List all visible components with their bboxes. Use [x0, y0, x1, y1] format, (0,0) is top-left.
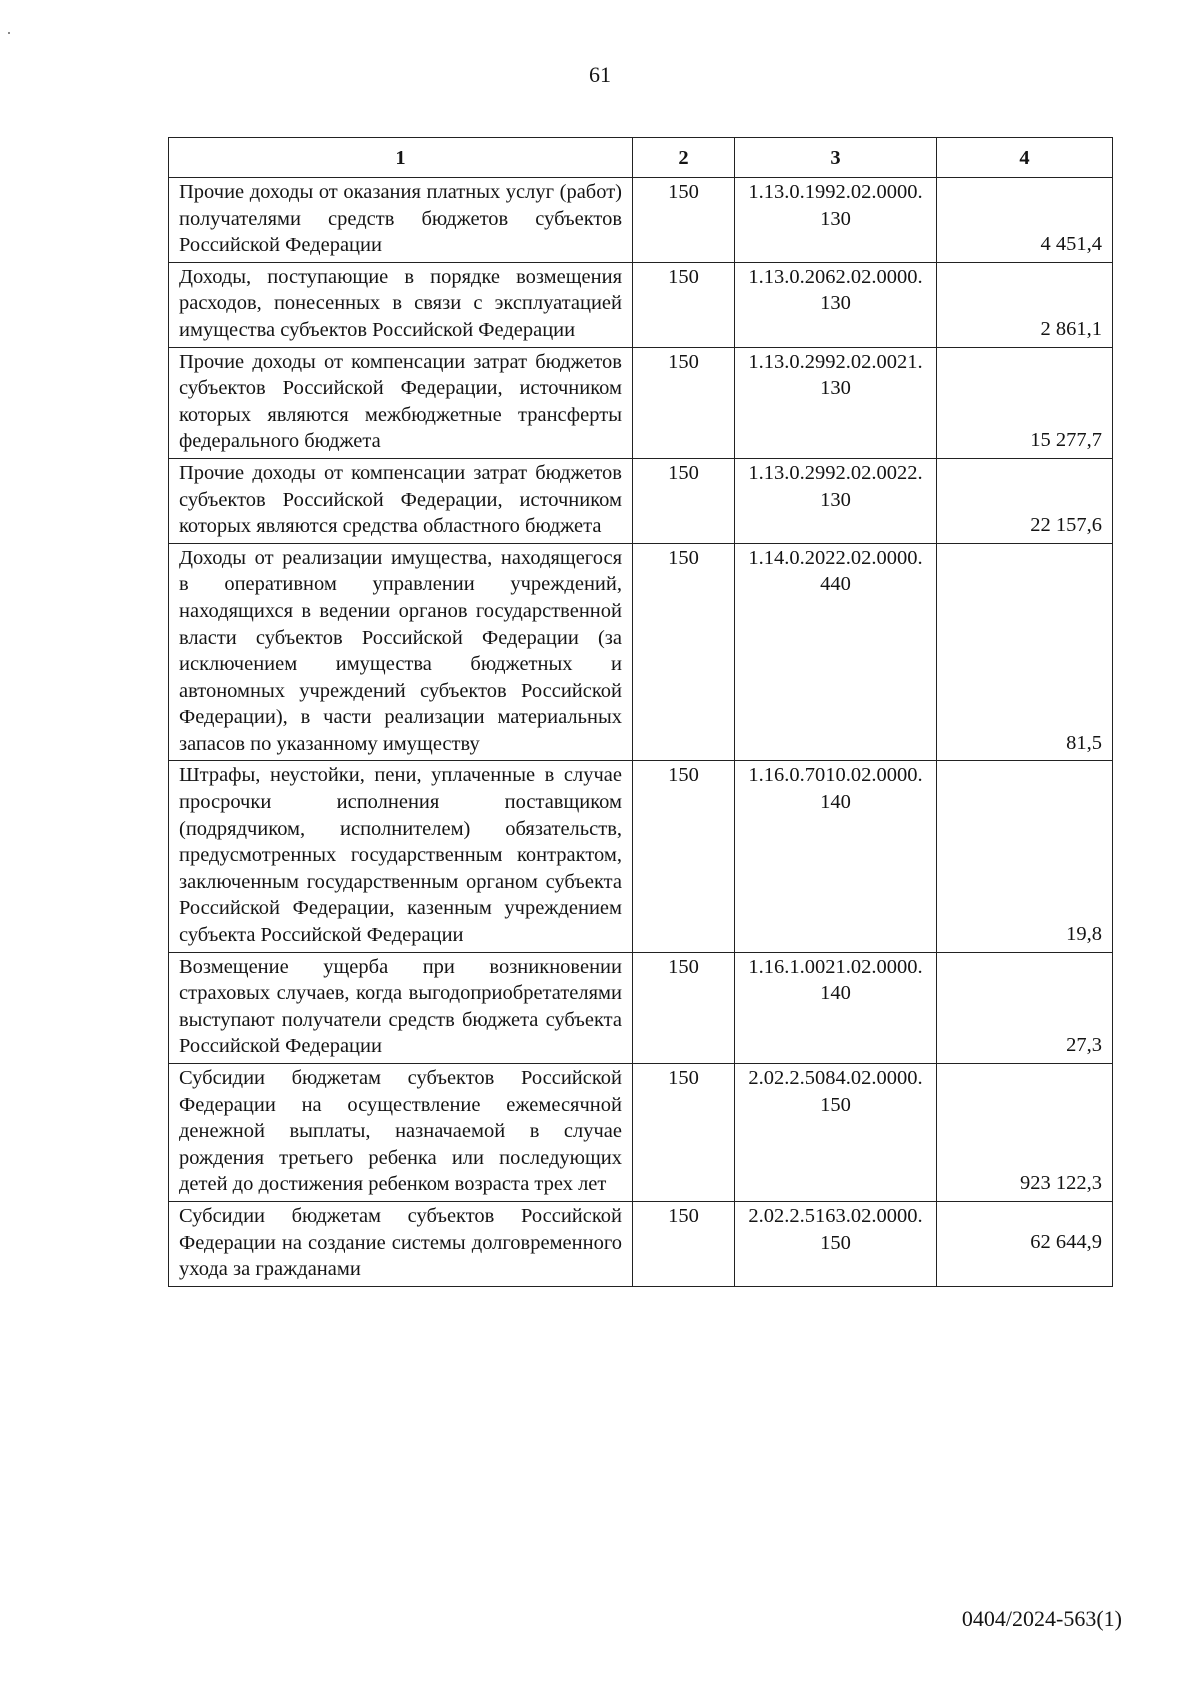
row-description: Субсидии бюджетам субъектов Российской Федерации на создание системы долговременного ухода за гражданами — [169, 1201, 633, 1286]
row-amount: 22 157,6 — [937, 458, 1113, 543]
page-number: 61 — [589, 62, 611, 87]
table-row — [169, 543, 1113, 761]
table-row — [169, 178, 1113, 263]
row-amount: 923 122,3 — [937, 1064, 1113, 1202]
row-budget-code: 1.13.0.1992.02.0000. 130 — [735, 178, 937, 263]
row-admin-code: 150 — [633, 952, 735, 1063]
column-header-3: 3 — [735, 138, 937, 178]
row-budget-code: 1.16.0.7010.02.0000. 140 — [735, 761, 937, 952]
revenue-table — [168, 137, 1113, 1287]
row-amount: 19,8 — [937, 761, 1113, 952]
row-description: Прочие доходы от оказания платных услуг (работ) получателями средств бюджетов субъектов Российской Федерации — [169, 178, 633, 263]
table-row — [169, 1064, 1113, 1202]
row-budget-code: 2.02.2.5084.02.0000. 150 — [735, 1064, 937, 1202]
row-description: Прочие доходы от компенсации затрат бюджетов субъектов Российской Федерации, источником которых являются средства областного бюджета — [169, 458, 633, 543]
row-amount: 15 277,7 — [937, 347, 1113, 458]
table-row — [169, 761, 1113, 952]
row-admin-code: 150 — [633, 178, 735, 263]
row-admin-code: 150 — [633, 1201, 735, 1286]
row-admin-code: 150 — [633, 458, 735, 543]
row-admin-code: 150 — [633, 543, 735, 761]
row-amount: 27,3 — [937, 952, 1113, 1063]
column-header-4: 4 — [937, 138, 1113, 178]
row-admin-code: 150 — [633, 761, 735, 952]
row-admin-code: 150 — [633, 347, 735, 458]
document-number: 0404/2024-563(1) — [961, 1606, 1122, 1631]
row-budget-code: 1.13.0.2992.02.0022. 130 — [735, 458, 937, 543]
row-budget-code: 2.02.2.5163.02.0000. 150 — [735, 1201, 937, 1286]
row-amount: 2 861,1 — [937, 262, 1113, 347]
row-budget-code: 1.16.1.0021.02.0000. 140 — [735, 952, 937, 1063]
table-row — [169, 347, 1113, 458]
row-description: Доходы, поступающие в порядке возмещения расходов, понесенных в связи с эксплуатацией имущества субъектов Российской Федерации — [169, 262, 633, 347]
row-amount: 81,5 — [937, 543, 1113, 761]
column-header-2: 2 — [633, 138, 735, 178]
scan-mark — [8, 32, 10, 34]
row-amount: 62 644,9 — [937, 1201, 1113, 1286]
table-row — [169, 262, 1113, 347]
table-row — [169, 458, 1113, 543]
row-amount: 4 451,4 — [937, 178, 1113, 263]
row-description: Штрафы, неустойки, пени, уплаченные в случае просрочки исполнения поставщиком (подрядчиком, исполнителем) обязательств, предусмотренных государственным контрактом, заключенным государственным органом субъекта Российской Федерации, казенным учреждением субъекта Российской Федерации — [169, 761, 633, 952]
row-admin-code: 150 — [633, 1064, 735, 1202]
column-header-1: 1 — [169, 138, 633, 178]
row-description: Возмещение ущерба при возникновении страховых случаев, когда выгодоприобретателями выступают получатели средств бюджета субъекта Российской Федерации — [169, 952, 633, 1063]
table-header-row — [169, 138, 1113, 178]
row-budget-code: 1.13.0.2062.02.0000. 130 — [735, 262, 937, 347]
row-description: Доходы от реализации имущества, находящегося в оперативном управлении учреждений, находящихся в ведении органов государственной власти субъектов Российской Федерации (за исключением имущества бюджетных и автономных учреждений субъектов Российской Федерации), в части реализации материальных запасов по указанному имуществу — [169, 543, 633, 761]
row-description: Прочие доходы от компенсации затрат бюджетов субъектов Российской Федерации, источником которых являются межбюджетные трансферты федерального бюджета — [169, 347, 633, 458]
table-row — [169, 1201, 1113, 1286]
row-budget-code: 1.14.0.2022.02.0000. 440 — [735, 543, 937, 761]
row-description: Субсидии бюджетам субъектов Российской Федерации на осуществление ежемесячной денежной выплаты, назначаемой в случае рождения третьего ребенка или последующих детей до достижения ребенком возраста трех лет — [169, 1064, 633, 1202]
table-row — [169, 952, 1113, 1063]
row-budget-code: 1.13.0.2992.02.0021. 130 — [735, 347, 937, 458]
row-admin-code: 150 — [633, 262, 735, 347]
